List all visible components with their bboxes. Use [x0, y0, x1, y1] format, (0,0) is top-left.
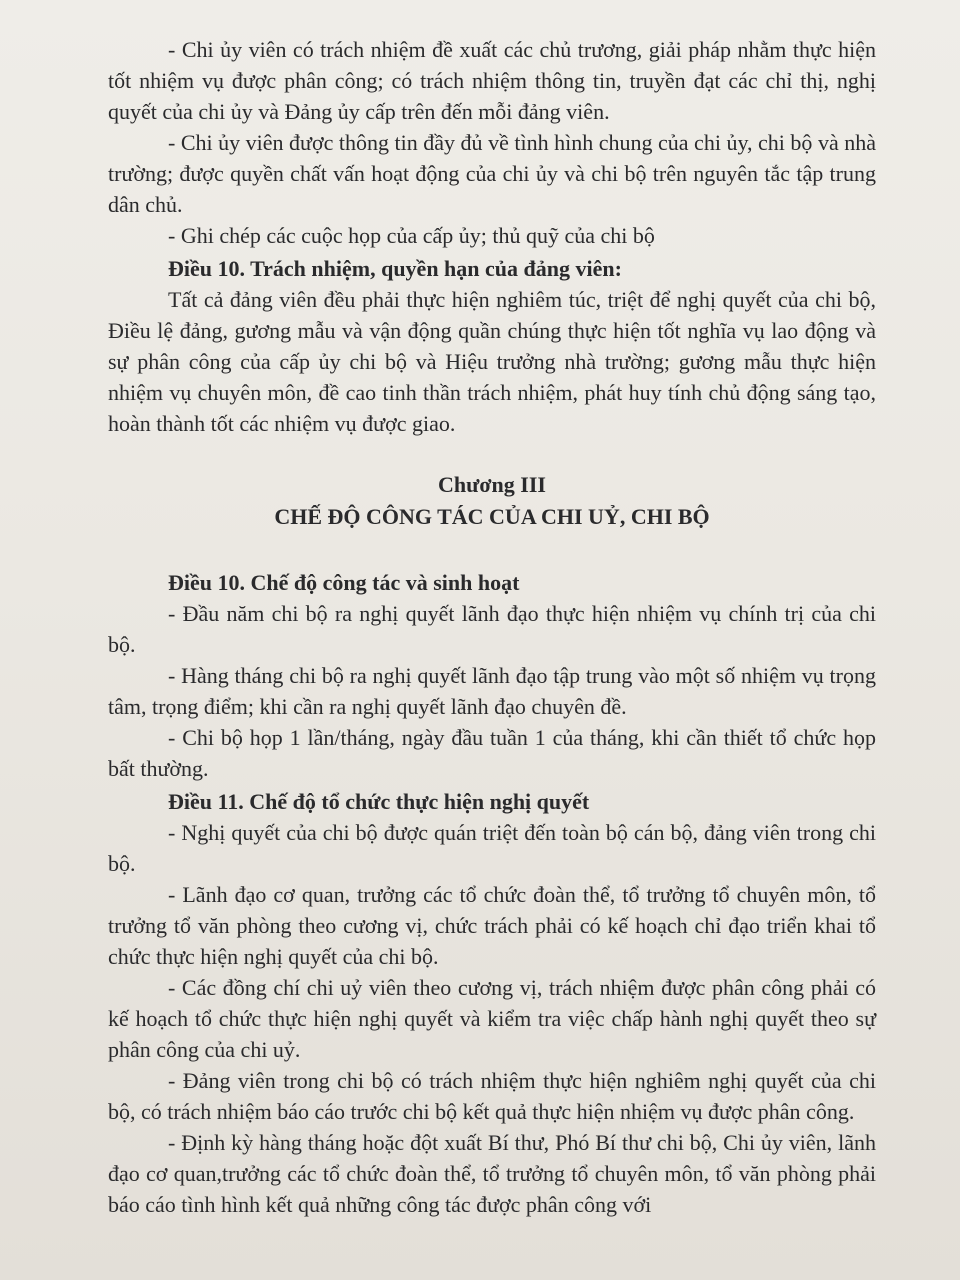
chapter-label: Chương III — [438, 472, 546, 497]
article-10-member-duties-body: Tất cả đảng viên đều phải thực hiện nghiêm túc, triệt để nghị quyết của chi bộ, Điều lệ đảng, gương mẫu và vận động quần chúng thực hiện tốt nghĩa vụ lao động và sự phân công của cấp ủy chi bộ và Hiệu trưởng nhà trường; gương mẫu thực hiện nhiệm vụ chuyên môn, đề cao tinh thần trách nhiệm, phát huy tính chủ động sáng tạo, hoàn thành tốt các nhiệm vụ được giao. — [108, 287, 876, 436]
article-11-item: - Nghị quyết của chi bộ được quán triệt đến toàn bộ cán bộ, đảng viên trong chi bộ. — [108, 820, 876, 876]
chapter-title: CHẾ ĐỘ CÔNG TÁC CỦA CHI UỶ, CHI BỘ — [274, 504, 710, 529]
article-10-item: - Đầu năm chi bộ ra nghị quyết lãnh đạo thực hiện nhiệm vụ chính trị của chi bộ. — [108, 601, 876, 657]
article-11-item: - Đảng viên trong chi bộ có trách nhiệm thực hiện nghiêm nghị quyết của chi bộ, có trách nhiệm báo cáo trước chi bộ kết quả thực hiện nhiệm vụ được phân công. — [108, 1068, 876, 1124]
document-body — [108, 34, 876, 1220]
article-10-item: - Chi bộ họp 1 lần/tháng, ngày đầu tuần 1 của tháng, khi cần thiết tổ chức họp bất thường. — [108, 725, 876, 781]
paragraph-right-information: - Chi ủy viên được thông tin đầy đủ về tình hình chung của chi ủy, chi bộ và nhà trường; được quyền chất vấn hoạt động của chi ủy và chi bộ trên nguyên tắc tập trung dân chủ. — [108, 130, 876, 217]
article-10-item: - Hàng tháng chi bộ ra nghị quyết lãnh đạo tập trung vào một số nhiệm vụ trọng tâm, trọng điểm; khi cần ra nghị quyết lãnh đạo chuyên đề. — [108, 663, 876, 719]
article-10-work-regime-heading: Điều 10. Chế độ công tác và sinh hoạt — [168, 570, 520, 595]
article-10-member-duties-heading: Điều 10. Trách nhiệm, quyền hạn của đảng viên: — [168, 256, 622, 281]
article-11-item: - Lãnh đạo cơ quan, trưởng các tổ chức đoàn thể, tổ trưởng tổ chuyên môn, tổ trưởng tổ văn phòng theo cương vị, chức trách phải có kế hoạch chỉ đạo triển khai tổ chức thực hiện nghị quyết của chi bộ. — [108, 882, 876, 969]
article-11-item: - Các đồng chí chi uỷ viên theo cương vị, trách nhiệm được phân công phải có kế hoạch tổ chức thực hiện nghị quyết và kiểm tra việc chấp hành nghị quyết theo sự phân công của chi uỷ. — [108, 975, 876, 1062]
article-11-item: - Định kỳ hàng tháng hoặc đột xuất Bí thư, Phó Bí thư chi bộ, Chi ủy viên, lãnh đạo cơ quan,trưởng các tổ chức đoàn thể, tổ trưởng tổ chuyên môn, tổ văn phòng phải báo cáo tình hình kết quả những công tác được phân công với — [108, 1130, 876, 1217]
paragraph-minutes-treasurer: - Ghi chép các cuộc họp của cấp ủy; thủ quỹ của chi bộ — [168, 223, 655, 248]
paragraph-duty-propose: - Chi ủy viên có trách nhiệm đề xuất các chủ trương, giải pháp nhằm thực hiện tốt nhiệm vụ được phân công; có trách nhiệm thông tin, truyền đạt các chỉ thị, nghị quyết của chi ủy và Đảng ủy cấp trên đến mỗi đảng viên. — [108, 37, 876, 124]
article-11-heading: Điều 11. Chế độ tổ chức thực hiện nghị quyết — [168, 789, 590, 814]
